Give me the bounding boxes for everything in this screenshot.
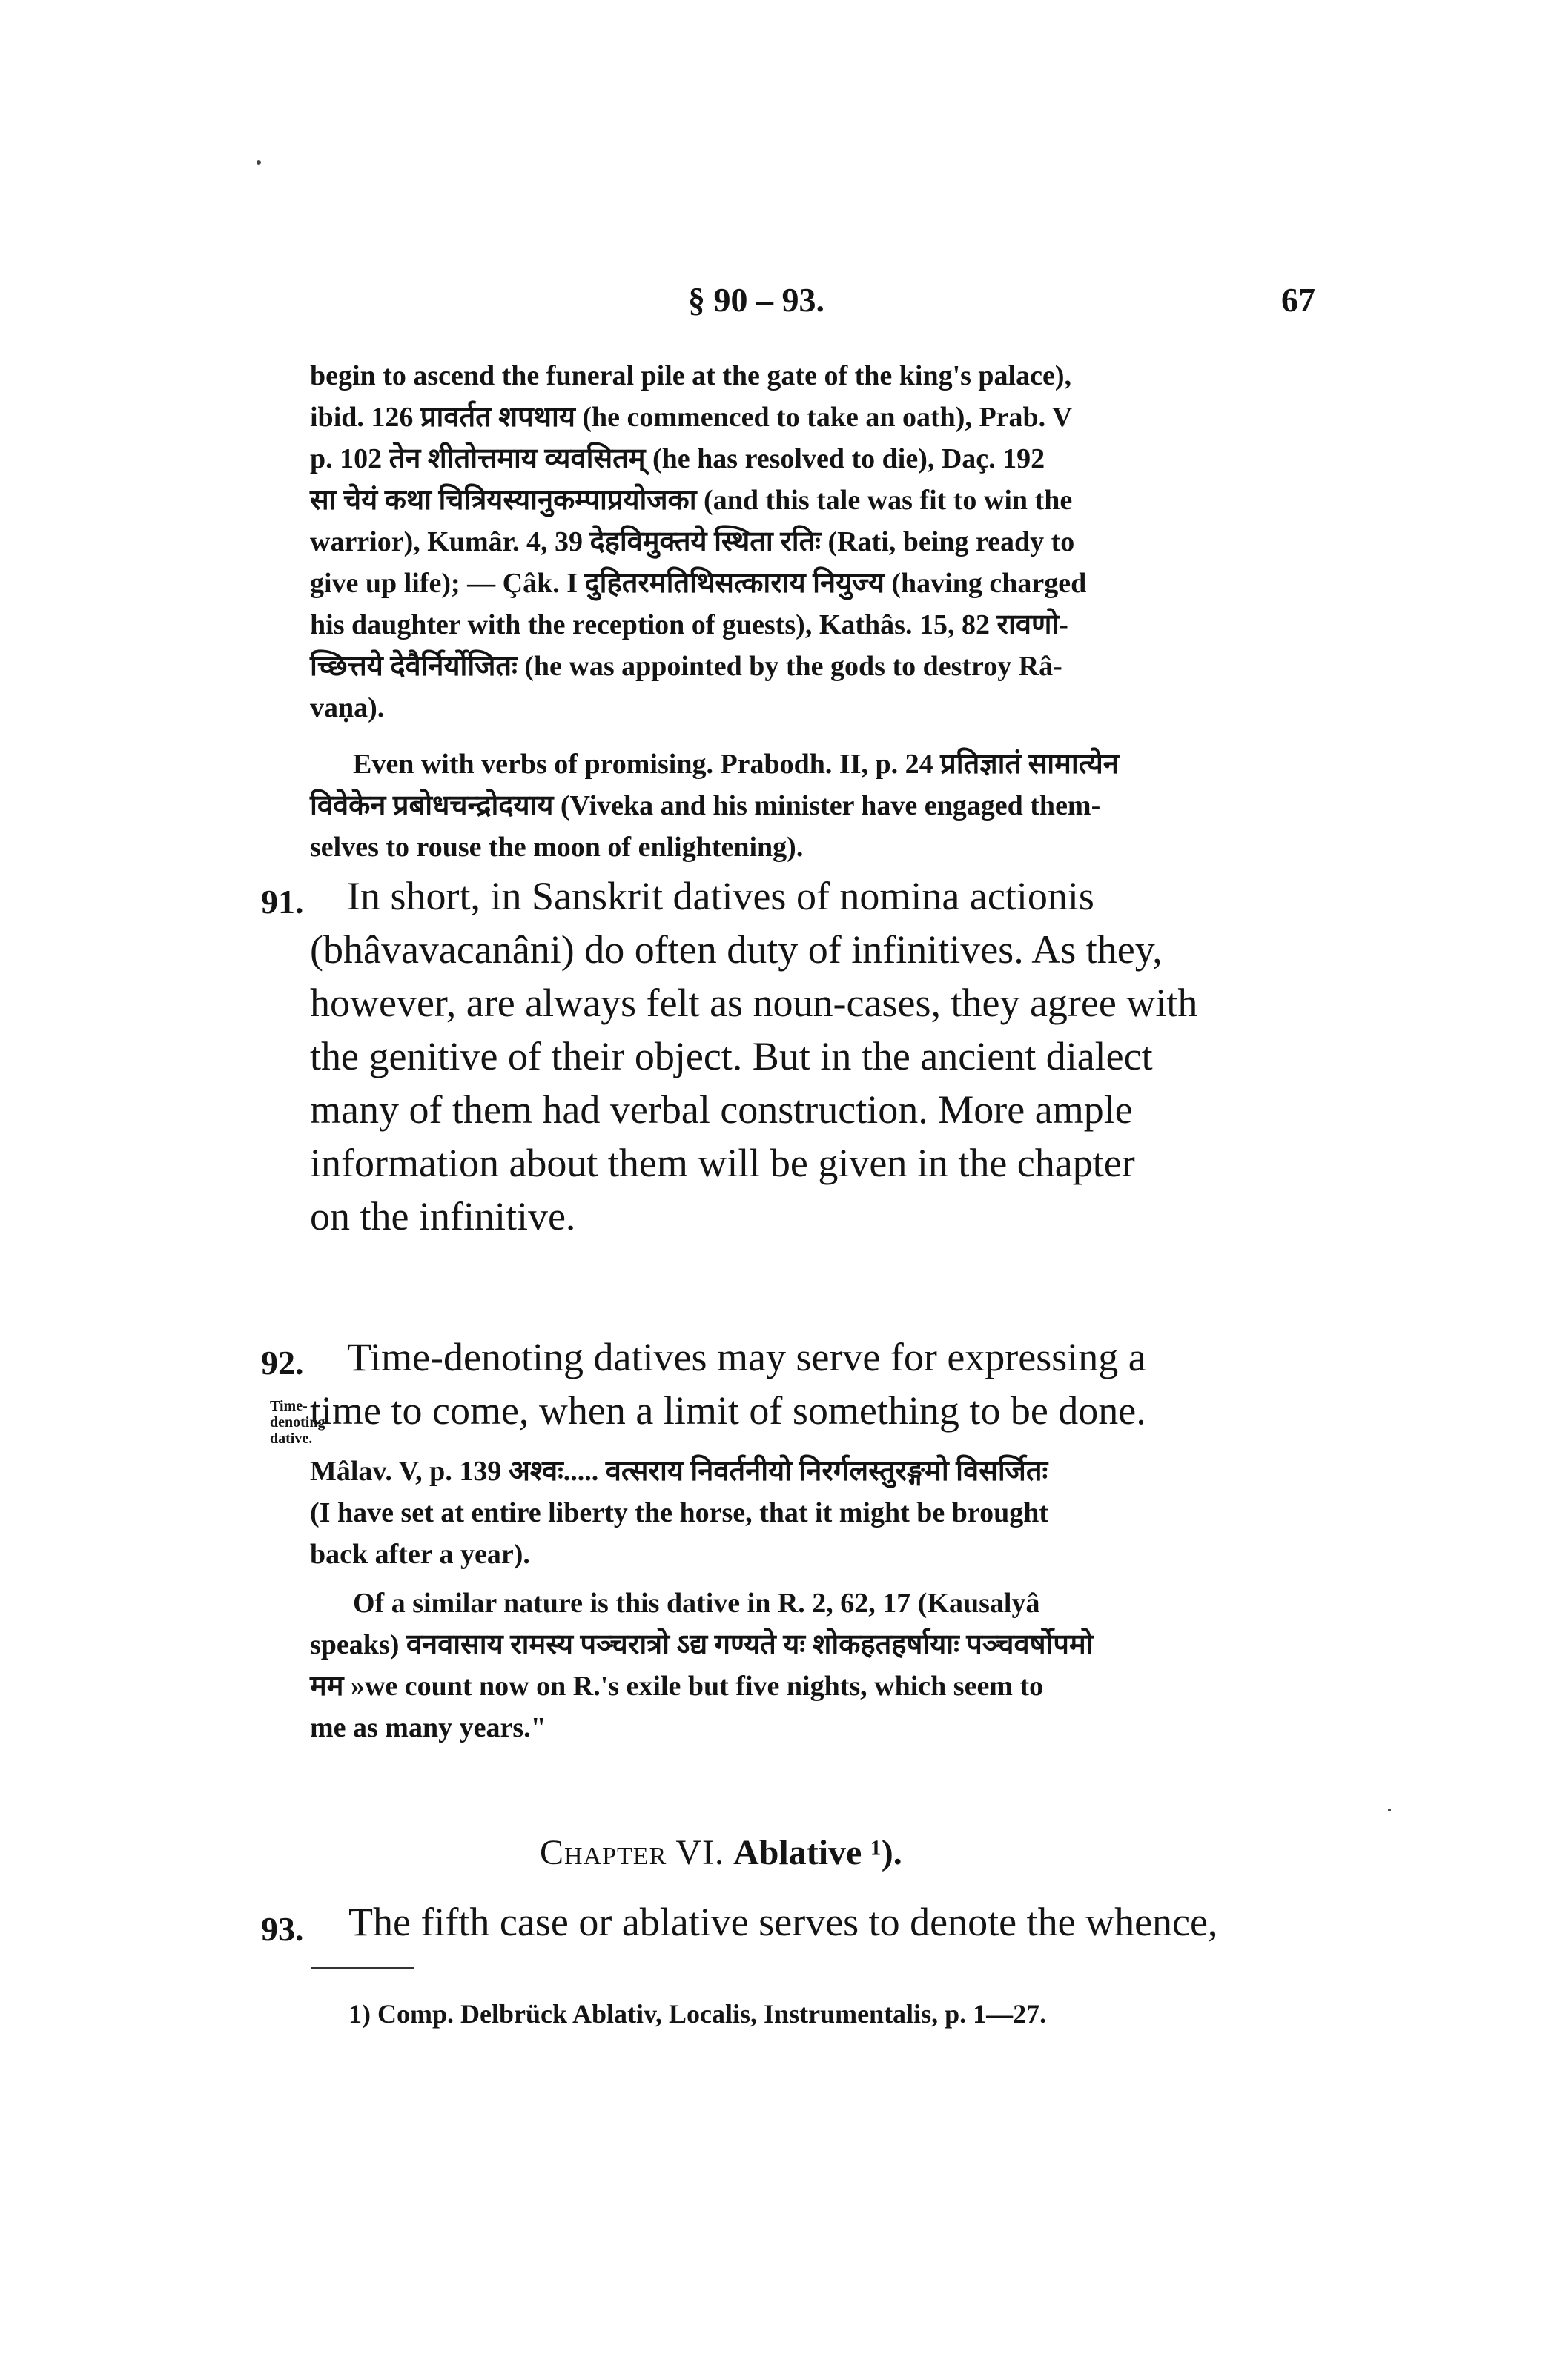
paragraph-number: 93. <box>261 1910 304 1948</box>
text-line: warrior), Kumâr. 4, 39 देहविमुक्तये स्थिता रतिः (Rati, being ready to <box>310 526 1075 557</box>
page-number: 67 <box>1281 281 1315 319</box>
text-line: give up life); — Çâk. I दुहितरमतिथिसत्काराय नियुज्य (having charged <box>310 568 1087 599</box>
text-line: च्छित्तये देवैर्निर्योजितः (he was appointed by the gods to destroy Râ- <box>310 651 1062 682</box>
chapter-title: Ablative ¹). <box>733 1833 902 1872</box>
footnote-rule <box>311 1967 414 1969</box>
footnote-mark: 1) <box>348 1999 371 2029</box>
scan-speck <box>1388 1809 1391 1811</box>
paragraph-number: 92. <box>261 1344 304 1382</box>
paragraph-line: information about them will be given in the chapter <box>310 1141 1135 1185</box>
text-line: begin to ascend the funeral pile at the gate of the king's palace), <box>310 360 1072 391</box>
text-line: me as many years." <box>310 1712 546 1743</box>
chapter-heading <box>540 1832 902 1873</box>
footnote <box>348 1998 1046 2029</box>
paragraph-line: however, are always felt as noun-cases, they agree with <box>310 981 1198 1025</box>
margin-note-line: Time- <box>270 1398 308 1414</box>
footnote-text: Comp. Delbrück Ablativ, Localis, Instrumentalis, p. 1—27. <box>377 1999 1047 2029</box>
text-line: selves to rouse the moon of enlightening). <box>310 832 804 863</box>
paragraph-line: In short, in Sanskrit datives of nomina actionis <box>347 874 1094 918</box>
margin-note-line: dative. <box>270 1431 313 1447</box>
text-line: speaks) वनवासाय रामस्य पञ्चरात्रो ऽद्य गण्यते यः शोकहतहर्षायाः पञ्चवर्षोपमो <box>310 1629 1094 1660</box>
text-line: (I have set at entire liberty the horse, that it might be brought <box>310 1497 1048 1528</box>
margin-note-line: denoting <box>270 1414 325 1431</box>
text-line: back after a year). <box>310 1539 530 1570</box>
scan-speck <box>257 160 261 165</box>
chapter-label: Chapter VI. <box>540 1833 725 1872</box>
text-line: p. 102 तेन शीतोत्तमाय व्यवसितम् (he has resolved to die), Daç. 192 <box>310 443 1045 474</box>
paragraph-line: The fifth case or ablative serves to denote the whence, <box>348 1900 1218 1944</box>
text-line: Even with verbs of promising. Prabodh. II, p. 24 प्रतिज्ञातं सामात्येन <box>353 749 1119 780</box>
text-line: सा चेयं कथा चित्रियस्यानुकम्पाप्रयोजका (and this tale was fit to win the <box>310 485 1073 516</box>
text-line: Of a similar nature is this dative in R. 2, 62, 17 (Kausalyâ <box>353 1588 1040 1619</box>
paragraph-line: many of them had verbal construction. More ample <box>310 1087 1133 1132</box>
text-line: मम »we count now on R.'s exile but five nights, which seem to <box>310 1671 1044 1702</box>
text-line: Mâlav. V, p. 139 अश्वः..... वत्सराय निवर्तनीयो निरर्गलस्तुरङ्गमो विसर्जितः <box>310 1456 1048 1487</box>
text-line: vaṇa). <box>310 692 385 723</box>
section-range: § 90 – 93. <box>688 281 824 319</box>
text-line: ibid. 126 प्रावर्तत शपथाय (he commenced to take an oath), Prab. V <box>310 402 1073 433</box>
paragraph-line: on the infinitive. <box>310 1194 576 1239</box>
paragraph-line: Time-denoting datives may serve for expressing a <box>347 1335 1146 1379</box>
paragraph-line: the genitive of their object. But in the ancient dialect <box>310 1034 1153 1078</box>
text-line: विवेकेन प्रबोधचन्द्रोदयाय (Viveka and his minister have engaged them- <box>310 790 1101 821</box>
paragraph-line: time to come, when a limit of something to be done. <box>310 1388 1146 1433</box>
text-line: his daughter with the reception of guests), Kathâs. 15, 82 रावणो- <box>310 609 1068 640</box>
paragraph-line: (bhâvavacanâni) do often duty of infinitives. As they, <box>310 927 1163 972</box>
paragraph-number: 91. <box>261 883 304 921</box>
